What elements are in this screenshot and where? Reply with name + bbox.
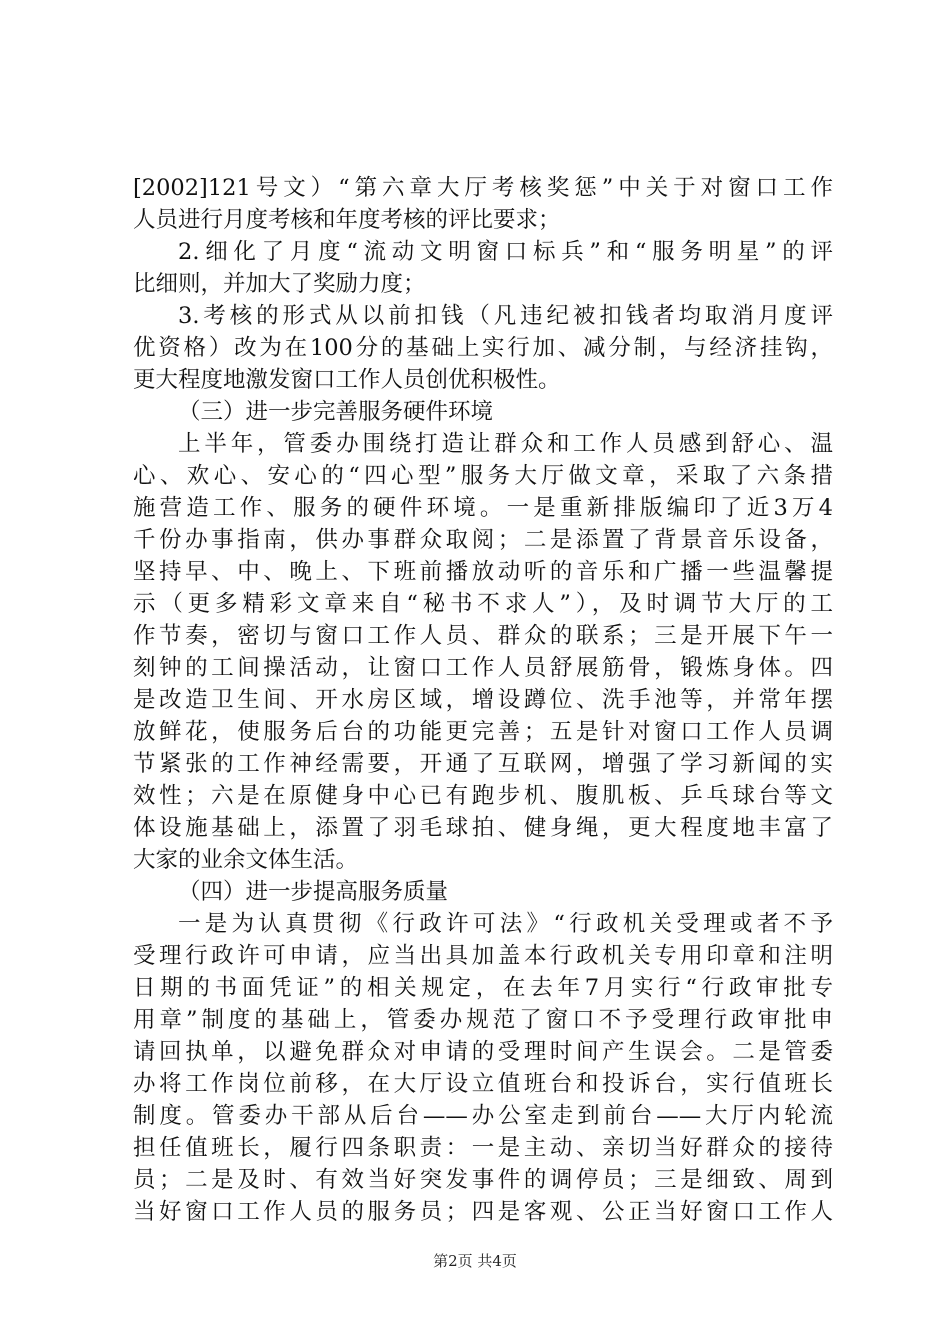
text-line: 是改造卫生间、开水房区域，增设蹲位、洗手池等，并常年摆 — [133, 687, 833, 713]
text-line: 用章”制度的基础上，管委办规范了窗口不予受理行政审批申 — [133, 1007, 833, 1033]
text-line: 更大程度地激发窗口工作人员创优积极性。 — [133, 367, 561, 393]
text-line: 放鲜花，使服务后台的功能更完善；五是针对窗口工作人员调 — [133, 719, 833, 745]
text-line: 坚持早、中、晚上、下班前播放动听的音乐和广播一些温馨提 — [133, 559, 833, 585]
text-line: 请回执单，以避免群众对申请的受理时间产生误会。二是管委 — [133, 1039, 833, 1065]
text-line: 施营造工作、服务的硬件环境。一是重新排版编印了近3万4 — [133, 495, 833, 521]
text-line: 2.细化了月度“流动文明窗口标兵”和“服务明星”的评 — [178, 239, 833, 265]
text-line: 制度。管委办干部从后台——办公室走到前台——大厅内轮流 — [133, 1103, 833, 1129]
text-line: 大家的业余文体生活。 — [133, 847, 359, 873]
text-line: 作节奏，密切与窗口工作人员、群众的联系；三是开展下午一 — [133, 623, 833, 649]
text-line: （四）进一步提高服务质量 — [178, 879, 449, 905]
text-line: 优资格）改为在100分的基础上实行加、减分制，与经济挂钩， — [133, 335, 833, 361]
text-line: （三）进一步完善服务硬件环境 — [178, 399, 494, 425]
text-line: 一是为认真贯彻《行政许可法》“行政机关受理或者不予 — [178, 911, 833, 937]
text-line: 办将工作岗位前移，在大厅设立值班台和投诉台，实行值班长 — [133, 1071, 833, 1097]
page-footer: 第2页 共4页 — [433, 1252, 517, 1270]
text-line: [2002]121号文）“第六章大厅考核奖惩”中关于对窗口工作 — [133, 175, 833, 201]
document-body — [133, 172, 833, 1228]
text-line: 担任值班长，履行四条职责：一是主动、亲切当好群众的接待 — [133, 1135, 833, 1161]
text-line: 心、欢心、安心的“四心型”服务大厅做文章，采取了六条措 — [133, 463, 833, 489]
text-line: 刻钟的工间操活动，让窗口工作人员舒展筋骨，锻炼身体。四 — [133, 655, 833, 681]
text-line: 体设施基础上，添置了羽毛球拍、健身绳，更大程度地丰富了 — [133, 815, 833, 841]
text-line: 示（更多精彩文章来自“秘书不求人”），及时调节大厅的工 — [133, 591, 833, 617]
text-line: 员；二是及时、有效当好突发事件的调停员；三是细致、周到 — [133, 1167, 833, 1193]
text-line: 上半年，管委办围绕打造让群众和工作人员感到舒心、温 — [178, 431, 833, 457]
text-line: 千份办事指南，供办事群众取阅；二是添置了背景音乐设备， — [133, 527, 833, 553]
text-line: 日期的书面凭证”的相关规定，在去年7月实行“行政审批专 — [133, 975, 833, 1001]
text-line: 人员进行月度考核和年度考核的评比要求； — [133, 207, 561, 233]
text-line: 节紧张的工作神经需要，开通了互联网，增强了学习新闻的实 — [133, 751, 833, 777]
text-line: 效性；六是在原健身中心已有跑步机、腹肌板、乒乓球台等文 — [133, 783, 833, 809]
text-line: 受理行政许可申请，应当出具加盖本行政机关专用印章和注明 — [133, 943, 833, 969]
text-line: 当好窗口工作人员的服务员；四是客观、公正当好窗口工作人 — [133, 1199, 833, 1225]
text-line: 比细则，并加大了奖励力度； — [133, 271, 426, 297]
text-line: 3.考核的形式从以前扣钱（凡违纪被扣钱者均取消月度评 — [178, 303, 833, 329]
